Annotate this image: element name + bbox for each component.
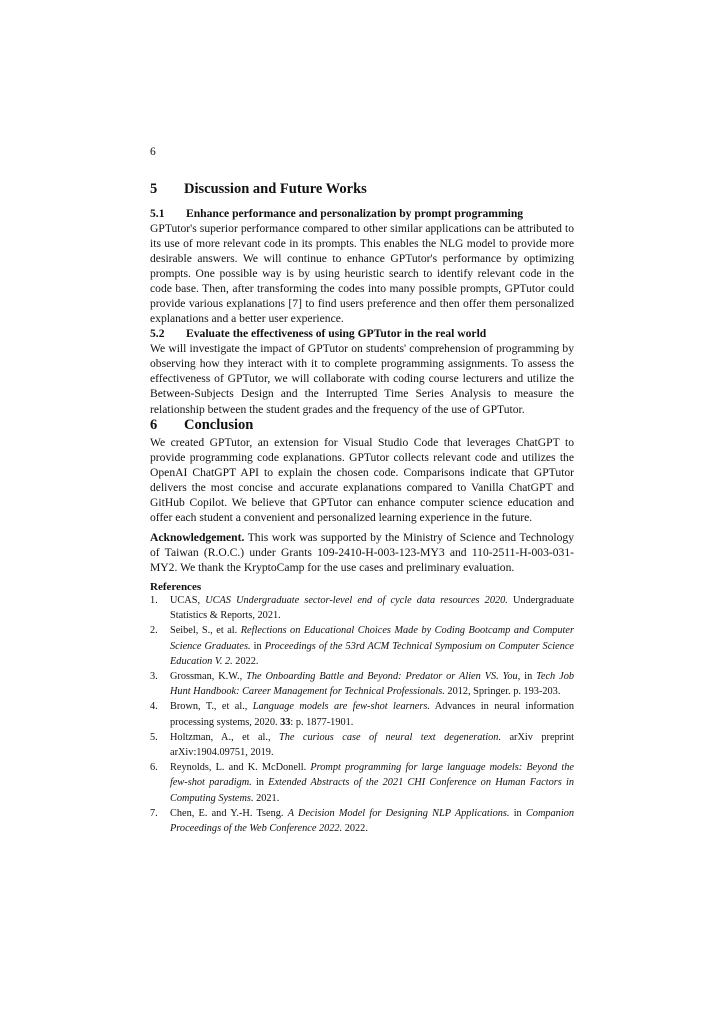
ref-connector: , in — [517, 671, 537, 683]
ref-source: Undergraduate Statistics & Reports, 2021. — [170, 595, 574, 622]
ref-year: 2012, Springer. p. 193-203. — [444, 686, 561, 698]
section-5-1-body: GPTutor's superior performance compared to other similar applications can be attributed to its use of more relevant code in its prompts. This enables the NLG model to provide more desirable answers. We will continue to enhance GPTutor's performance by optimizing prompts. One possible way is by using heuristic search to identify relevant code in the code base. Then, after transforming the codes into many possible prompts, GPTutor could provide various explanations [7] to find users preference and then offer them personalized explanations and a better user experience. — [150, 222, 574, 326]
section-title: Conclusion — [184, 417, 254, 433]
section-6-heading — [150, 417, 574, 434]
ref-title: Language models are few-shot learners. — [252, 701, 430, 713]
subsection-title: Evaluate the effectiveness of using GPTutor in the real world — [186, 327, 487, 341]
ref-pages: : p. 1877-1901. — [290, 716, 354, 728]
ref-authors: Reynolds, L. and K. McDonell. — [170, 762, 311, 774]
ref-year: 2021. — [253, 792, 280, 804]
ref-title: Prompt programming for large language models: Beyond the few-shot paradigm. — [170, 762, 574, 789]
ref-authors: Brown, T., et al., — [170, 701, 253, 713]
ref-connector: in — [509, 807, 526, 819]
reference-item — [150, 669, 574, 699]
reference-item — [150, 760, 574, 806]
ref-title: UCAS Undergraduate sector-level end of cycle data resources 2020. — [205, 595, 508, 606]
section-5-2-body: We will investigate the impact of GPTutor on students' comprehension of programming by observing how they interact with it to complete programming assignments. To assess the effectiveness of GPTutor, we will collaborate with coding course lecturers and utilize the Between-Subjects Design and the Interrupted Time Series Analysis to measure the relationship between the student grades and the frequency of the use of GPTutor. — [150, 342, 574, 416]
section-6-body: We created GPTutor, an extension for Visual Studio Code that leverages ChatGPT to provide programming code explanations. GPTutor collects relevant code and utilizes the OpenAI ChatGPT API to explain the chosen code. Comparisons indicate that GPTutor delivers the most concise and accurate explanations compared to Vanilla ChatGPT and GitHub Copilot. We believe that GPTutor can enhance computer science education and offer each student a convenient and personalized learning experience in the future. — [150, 436, 574, 525]
reference-number: 1. — [150, 595, 158, 606]
subsection-number: 5.2 — [150, 327, 165, 341]
reference-item — [150, 806, 574, 836]
references-title: References — [150, 581, 202, 593]
acknowledgement — [150, 530, 574, 575]
ref-venue: Tech Job Hunt Handbook: Career Management for Technical Professionals. — [170, 671, 574, 698]
ref-venue: Proceedings of the 53rd ACM Technical Symposium on Computer Science Education V. 2. — [170, 640, 574, 667]
reference-number: 2. — [150, 625, 158, 637]
ref-authors: Seibel, S., et al. — [170, 625, 241, 637]
section-5-2-heading — [150, 326, 574, 341]
ref-authors: Grossman, K.W., — [170, 671, 247, 683]
ref-connector: in — [250, 640, 265, 652]
ref-title: Reflections on Educational Choices Made by Coding Bootcamp and Computer Science Graduates. — [170, 625, 574, 652]
reference-number: 7. — [150, 807, 158, 819]
ref-source: Advances in neural information processing systems, 2020. — [170, 701, 574, 728]
ref-connector: in — [251, 777, 269, 789]
ref-year: 2022. — [342, 823, 368, 835]
acknowledgement-text: This work was supported by the Ministry of Science and Technology of Taiwan (R.O.C.) under Grants 109-2410-H-003-123-MY3 and 110-2511-H-003-031-MY2. We thank the KryptoCamp for the use cases and preliminary evaluation. — [150, 531, 574, 575]
page-number: 6 — [150, 146, 156, 158]
ref-source: arXiv preprint arXiv:1904.09751, 2019. — [170, 731, 574, 759]
section-number: 6 — [150, 417, 158, 433]
reference-item — [150, 699, 574, 729]
ref-volume: 33 — [280, 716, 291, 728]
reference-item — [150, 623, 574, 669]
section-title: Discussion and Future Works — [184, 181, 367, 197]
ref-venue: Companion Proceedings of the Web Conference 2022. — [170, 807, 574, 835]
ref-title: A Decision Model for Designing NLP Applications. — [287, 807, 510, 819]
ref-title: The Onboarding Battle and Beyond: Predator or Alien VS. You — [246, 671, 518, 683]
subsection-title: Enhance performance and personalization by prompt programming — [186, 207, 524, 220]
subsection-number: 5.1 — [150, 207, 165, 220]
ref-authors: UCAS, — [170, 595, 206, 606]
reference-list — [150, 593, 574, 836]
reference-number: 6. — [150, 762, 158, 774]
reference-item — [150, 730, 574, 760]
ref-venue: Extended Abstracts of the 2021 CHI Conference on Human Factors in Computing Systems. — [170, 777, 574, 804]
reference-number: 3. — [150, 671, 158, 683]
ref-year: 2022. — [232, 655, 259, 667]
ref-authors: Holtzman, A., et al., — [170, 731, 280, 743]
section-5-heading — [150, 181, 574, 198]
section-number: 5 — [150, 181, 158, 197]
reference-item — [150, 593, 574, 623]
section-5-1-heading — [150, 206, 574, 221]
ref-authors: Chen, E. and Y.-H. Tseng. — [170, 807, 288, 819]
acknowledgement-label: Acknowledgement. — [150, 531, 245, 544]
reference-number: 5. — [150, 731, 158, 743]
ref-title: The curious case of neural text degeneration. — [279, 731, 502, 743]
reference-number: 4. — [150, 701, 158, 713]
